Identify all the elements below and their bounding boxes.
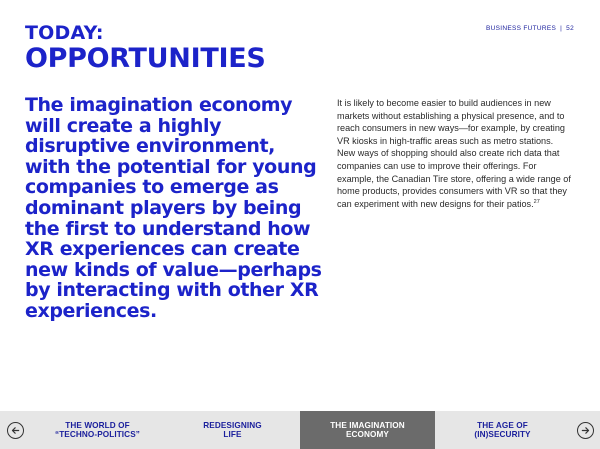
nav-item-redesigning-life[interactable] <box>165 411 300 449</box>
arrow-right-circle-icon <box>577 422 594 439</box>
nav-item-line-1: THE WORLD OF <box>65 420 130 430</box>
title-line-2: OPPORTUNITIES <box>25 43 266 74</box>
prev-button[interactable] <box>0 411 30 449</box>
nav-item-line-2: (IN)SECURITY <box>474 430 531 439</box>
page-header <box>486 25 574 32</box>
nav-item-line-1: THE AGE OF <box>477 420 528 430</box>
section-label: BUSINESS FUTURES <box>485 25 557 32</box>
arrow-left-circle-icon <box>7 422 24 439</box>
nav-item-line-1: THE IMAGINATION <box>330 420 405 430</box>
nav-item-age-of-insecurity[interactable] <box>435 411 570 449</box>
page-title <box>25 24 266 72</box>
body-paragraph <box>337 97 573 210</box>
nav-item-line-2: ECONOMY <box>345 430 389 439</box>
header-separator: | <box>560 25 563 32</box>
nav-item-line-2: LIFE <box>223 430 242 439</box>
title-line-1: TODAY: <box>25 22 104 44</box>
nav-item-imagination-economy[interactable] <box>300 411 435 449</box>
nav-item-line-1: REDESIGNING <box>203 420 262 430</box>
nav-item-techno-politics[interactable] <box>30 411 165 449</box>
lead-paragraph: The imagination economy will create a highly disruptive environment, with the potential for young companies to emerge as dominant players by being the first to understand how XR experiences can create new kinds of value—perhaps by interacting with other XR experiences. <box>25 94 322 322</box>
nav-item-line-2: “TECHNO-POLITICS” <box>55 430 140 439</box>
page-number: 52 <box>566 25 574 32</box>
footnote-marker[interactable]: 27 <box>533 198 540 205</box>
next-button[interactable] <box>570 411 600 449</box>
section-nav <box>0 411 600 449</box>
body-text: It is likely to become easier to build audiences in new markets without establishing a physical presence, and to reach consumers in new ways—for example, by creating VR kiosks in high-traffic areas such as metro stations. New ways of shopping should also create rich data that companies can use to improve their offerings. For example, the Canadian Tire store, offering a wide range of home products, provides consumers with VR so that they can experiment with new designs for their patios. <box>337 98 571 209</box>
